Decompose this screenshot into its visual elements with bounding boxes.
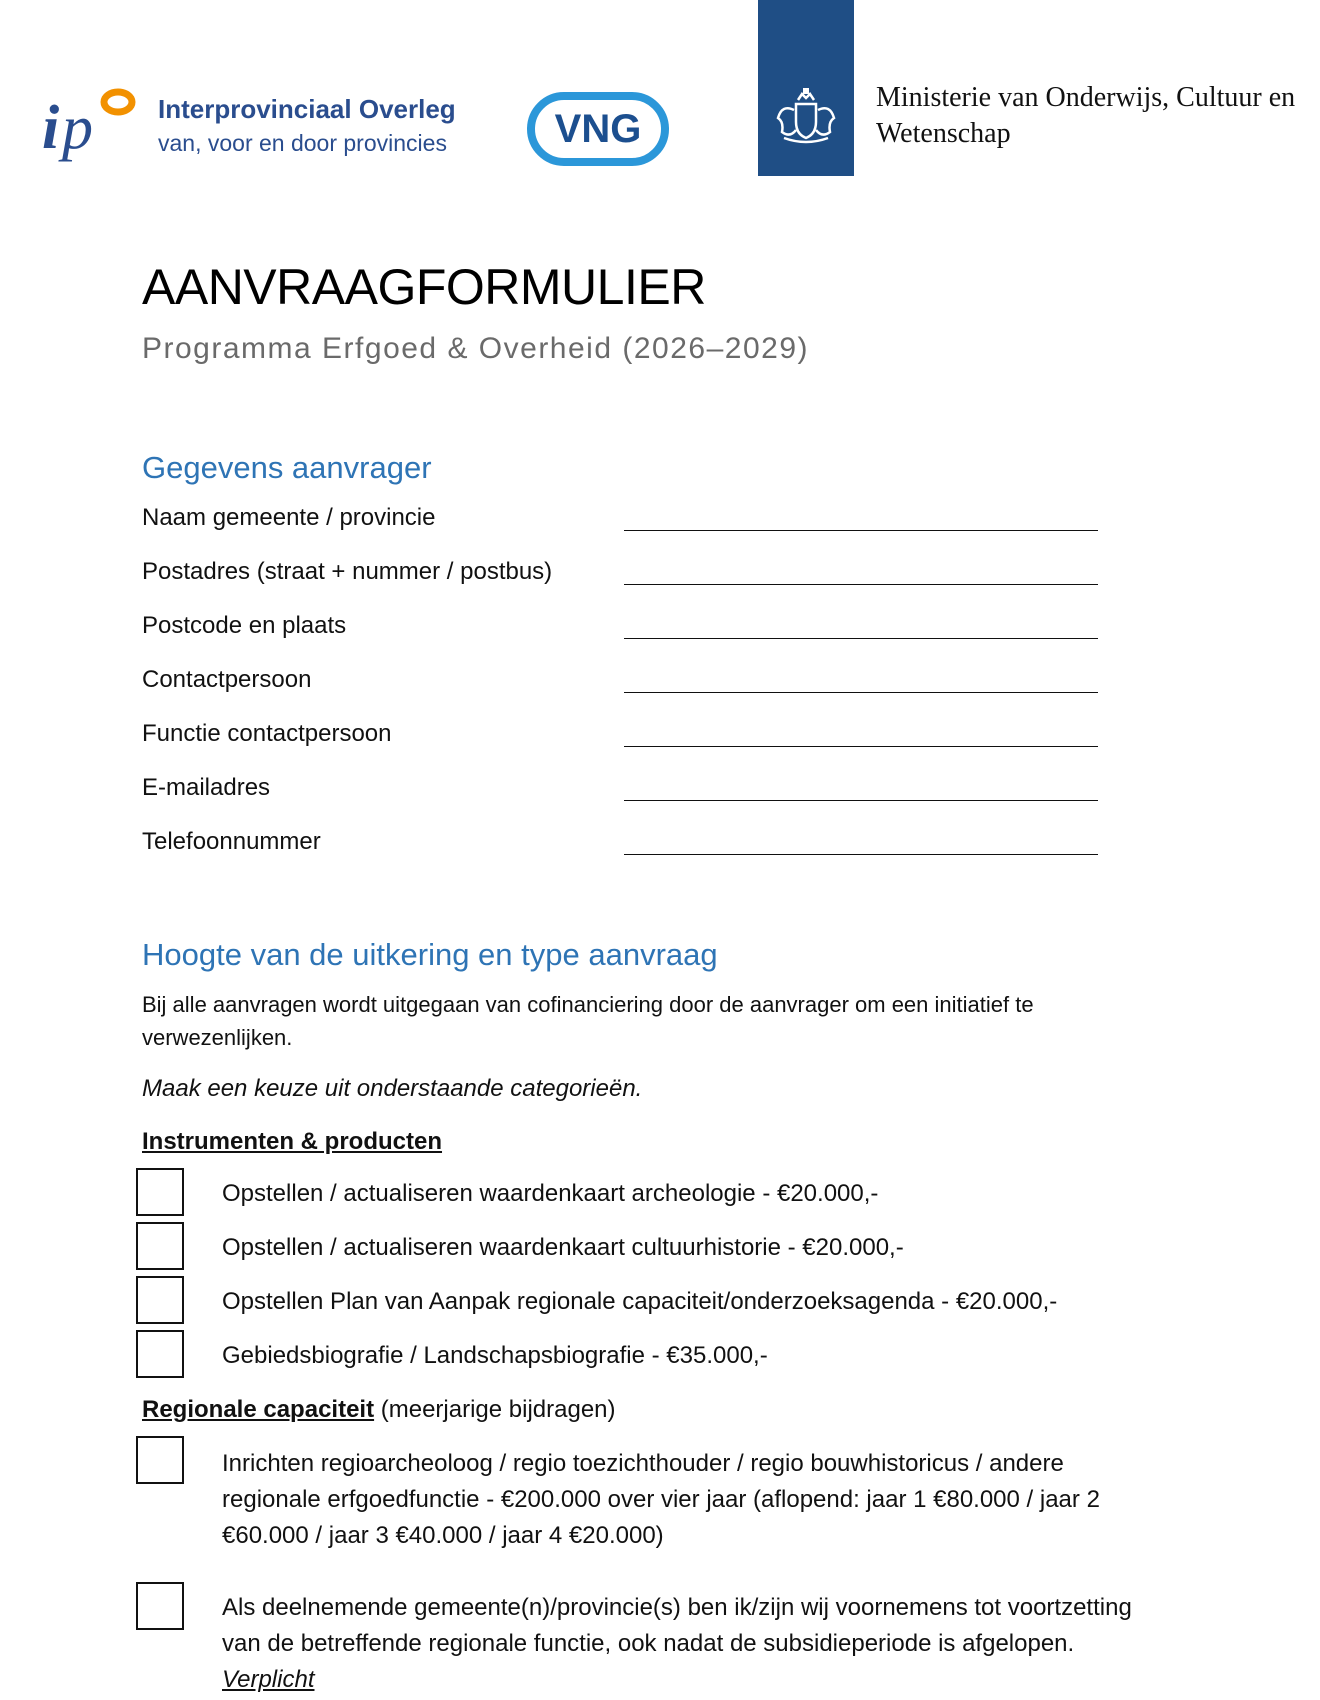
field-label: Contactpersoon [142, 666, 312, 693]
regional-heading [142, 1396, 616, 1424]
instruments-heading [142, 1128, 442, 1156]
option-label: Opstellen / actualiseren waardenkaart archeologie - €20.000,- [222, 1180, 879, 1207]
option-commitment [222, 1590, 1162, 1698]
option-label: Gebiedsbiografie / Landschapsbiografie - €35.000,- [222, 1342, 768, 1369]
option-label: Opstellen / actualiseren waardenkaart cultuurhistorie - €20.000,- [222, 1234, 904, 1261]
page-subtitle: Programma Erfgoed & Overheid (2026–2029) [142, 332, 810, 365]
rijkswapen-icon [758, 0, 854, 176]
intro-text: Bij alle aanvragen wordt uitgegaan van cofinanciering door de aanvrager om een initiatief te verwezenlijken. [142, 992, 1034, 1050]
option-label: Opstellen Plan van Aanpak regionale capaciteit/onderzoeksagenda - €20.000,- [222, 1288, 1058, 1315]
ipo-name: Interprovinciaal Overleg [158, 94, 456, 124]
ministry-name: Ministerie van Onderwijs, Cultuur en Wetenschap [876, 82, 1296, 149]
name-field[interactable] [624, 530, 1098, 531]
checkbox-regionale-erfgoedfunctie[interactable] [136, 1436, 184, 1484]
regional-heading-note: (meerjarige bijdragen) [380, 1396, 616, 1423]
checkbox-waardenkaart-archeologie[interactable] [136, 1168, 184, 1216]
option-label: Als deelnemende gemeente(n)/provincie(s) ben ik/zijn wij voornemens tot voortzetting van de betreffende regionale functie, ook nadat de subsidieperiode is afgelopen. [222, 1594, 1132, 1657]
page-title: AANVRAAGFORMULIER [142, 259, 706, 315]
ipo-logo [40, 86, 460, 166]
svg-text:p: p [62, 94, 93, 162]
ministry-logo-bar [758, 0, 854, 176]
field-row-name [142, 500, 1102, 540]
checkbox-plan-van-aanpak[interactable] [136, 1276, 184, 1324]
field-label: Naam gemeente / provincie [142, 504, 436, 531]
field-row-address [142, 554, 1102, 594]
ipo-tagline: van, voor en door provincies [158, 130, 447, 156]
regional-heading-text: Regionale capaciteit [142, 1396, 375, 1423]
field-row-email [142, 770, 1102, 810]
field-label: Functie contactpersoon [142, 720, 392, 747]
postcode-field[interactable] [624, 638, 1098, 639]
option-label: Inrichten regioarcheoloog / regio toezichthouder / regio bouwhistoricus / andere regionale erfgoedfunctie - €200.000 over vier jaar (aflopend: jaar 1 €80.000 / jaar 2 €60.000 / jaar 3 €40.000 / jaar 4 €20.000) [222, 1450, 1100, 1549]
checkbox-waardenkaart-cultuurhistorie[interactable] [136, 1222, 184, 1270]
svg-text:i: i [42, 94, 60, 162]
section-heading-amount: Hoogte van de uitkering en type aanvraag [142, 937, 718, 972]
vng-logo [524, 90, 672, 168]
ipo-logo-icon [40, 86, 140, 166]
instruments-heading-text: Instrumenten & producten [142, 1128, 443, 1155]
field-row-contact [142, 662, 1102, 702]
required-note: Verplicht [222, 1666, 315, 1693]
address-field[interactable] [624, 584, 1098, 585]
checkbox-voortzetting-functie[interactable] [136, 1582, 184, 1630]
field-row-phone [142, 824, 1102, 864]
field-row-function [142, 716, 1102, 756]
vng-logo-text: VNG [554, 107, 642, 151]
field-label: Telefoonnummer [142, 828, 321, 855]
field-row-postcode [142, 608, 1102, 648]
instruction-text: Maak een keuze uit onderstaande categorieën. [142, 1075, 643, 1102]
function-field[interactable] [624, 746, 1098, 747]
field-label: E-mailadres [142, 774, 271, 801]
email-field[interactable] [624, 800, 1098, 801]
phone-field[interactable] [624, 854, 1098, 855]
section-heading-applicant: Gegevens aanvrager [142, 450, 432, 485]
field-label: Postcode en plaats [142, 612, 347, 639]
checkbox-gebiedsbiografie[interactable] [136, 1330, 184, 1378]
contact-field[interactable] [624, 692, 1098, 693]
field-label: Postadres (straat + nummer / postbus) [142, 558, 553, 585]
